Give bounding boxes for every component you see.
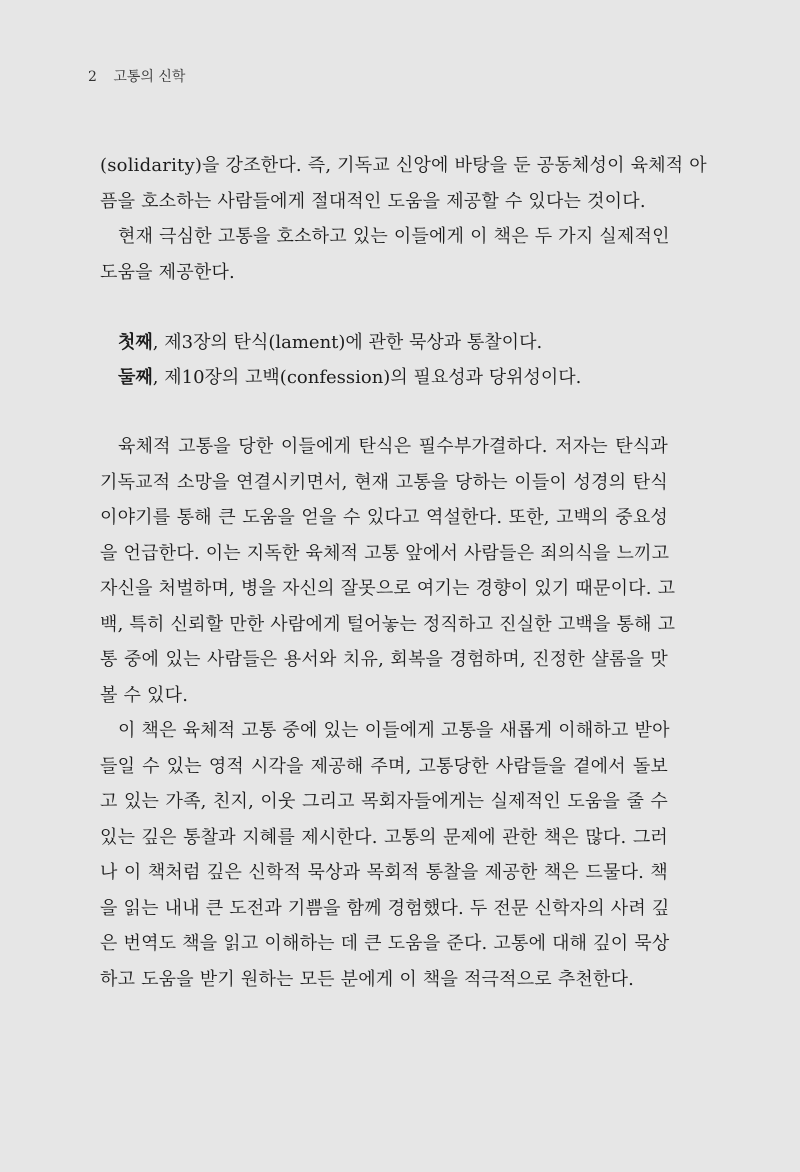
text-line: 현재 극심한 고통을 호소하고 있는 이들에게 이 책은 두 가지 실제적인 [118, 226, 670, 247]
text-line: 통 중에 있는 사람들은 용서와 치유, 회복을 경험하며, 진정한 샬롬을 맛 [100, 649, 668, 670]
list-item-text: , 제3장의 탄식(lament)에 관한 묵상과 통찰이다. [152, 332, 543, 353]
text-line: 을 읽는 내내 큰 도전과 기쁨을 함께 경험했다. 두 전문 신학자의 사려 깊 [100, 897, 670, 919]
text-line: 볼 수 있다. [100, 684, 189, 706]
text-line: 있는 깊은 통찰과 지혜를 제시한다. 고통의 문제에 관한 책은 많다. 그러 [100, 826, 668, 848]
text-line: 이야기를 통해 큰 도움을 얻을 수 있다고 역설한다. 또한, 고백의 중요성 [100, 507, 668, 528]
text-line: 들일 수 있는 영적 시각을 제공해 주며, 고통당한 사람들을 곁에서 돌보 [100, 755, 668, 777]
text-line: 하고 도움을 받기 원하는 모든 분에게 이 책을 적극적으로 추천한다. [100, 968, 635, 990]
list-item-label: 둘째 [118, 367, 153, 388]
text-line: 이 책은 육체적 고통 중에 있는 이들에게 고통을 새롭게 이해하고 받아 [118, 720, 670, 741]
text-line: (solidarity)을 강조한다. 즉, 기독교 신앙에 바탕을 둔 공동체성이 육체적 아 [100, 155, 707, 176]
text-line: 백, 특히 신뢰할 만한 사람에게 털어놓는 정직하고 진실한 고백을 통해 고 [100, 613, 676, 635]
list-item-text: , 제10장의 고백(confession)의 필요성과 당위성이다. [152, 367, 582, 388]
page-number: 2 [88, 69, 97, 85]
list-item [100, 325, 668, 360]
running-header [88, 66, 185, 86]
text-line: 도움을 제공한다. [100, 261, 235, 283]
running-title: 고통의 신학 [113, 69, 186, 85]
text-line: 기독교적 소망을 연결시키면서, 현재 고통을 당하는 이들이 성경의 탄식 [100, 471, 668, 493]
text-line: 육체적 고통을 당한 이들에게 탄식은 필수부가결하다. 저자는 탄식과 [118, 436, 668, 457]
text-line: 은 번역도 책을 읽고 이해하는 데 큰 도움을 준다. 고통에 대해 깊이 묵상 [100, 933, 670, 954]
text-line: 자신을 처벌하며, 병을 자신의 잘못으로 여기는 경향이 있기 때문이다. 고 [100, 578, 676, 599]
paragraph-2 [100, 219, 668, 290]
body-text [100, 148, 707, 997]
text-line: 나 이 책처럼 깊은 신학적 묵상과 목회적 통찰을 제공한 책은 드물다. 책 [100, 862, 668, 883]
paragraph-3 [100, 429, 676, 713]
list-item-label: 첫째 [118, 332, 153, 353]
paragraph-1 [100, 148, 707, 219]
numbered-list [100, 325, 668, 395]
paragraph-4 [100, 713, 668, 997]
text-line: 픔을 호소하는 사람들에게 절대적인 도움을 제공할 수 있다는 것이다. [100, 190, 646, 212]
list-item [100, 360, 668, 395]
text-line: 고 있는 가족, 친지, 이웃 그리고 목회자들에게는 실제적인 도움을 줄 수 [100, 791, 668, 812]
text-line: 을 언급한다. 이는 지독한 육체적 고통 앞에서 사람들은 죄의식을 느끼고 [100, 542, 670, 564]
